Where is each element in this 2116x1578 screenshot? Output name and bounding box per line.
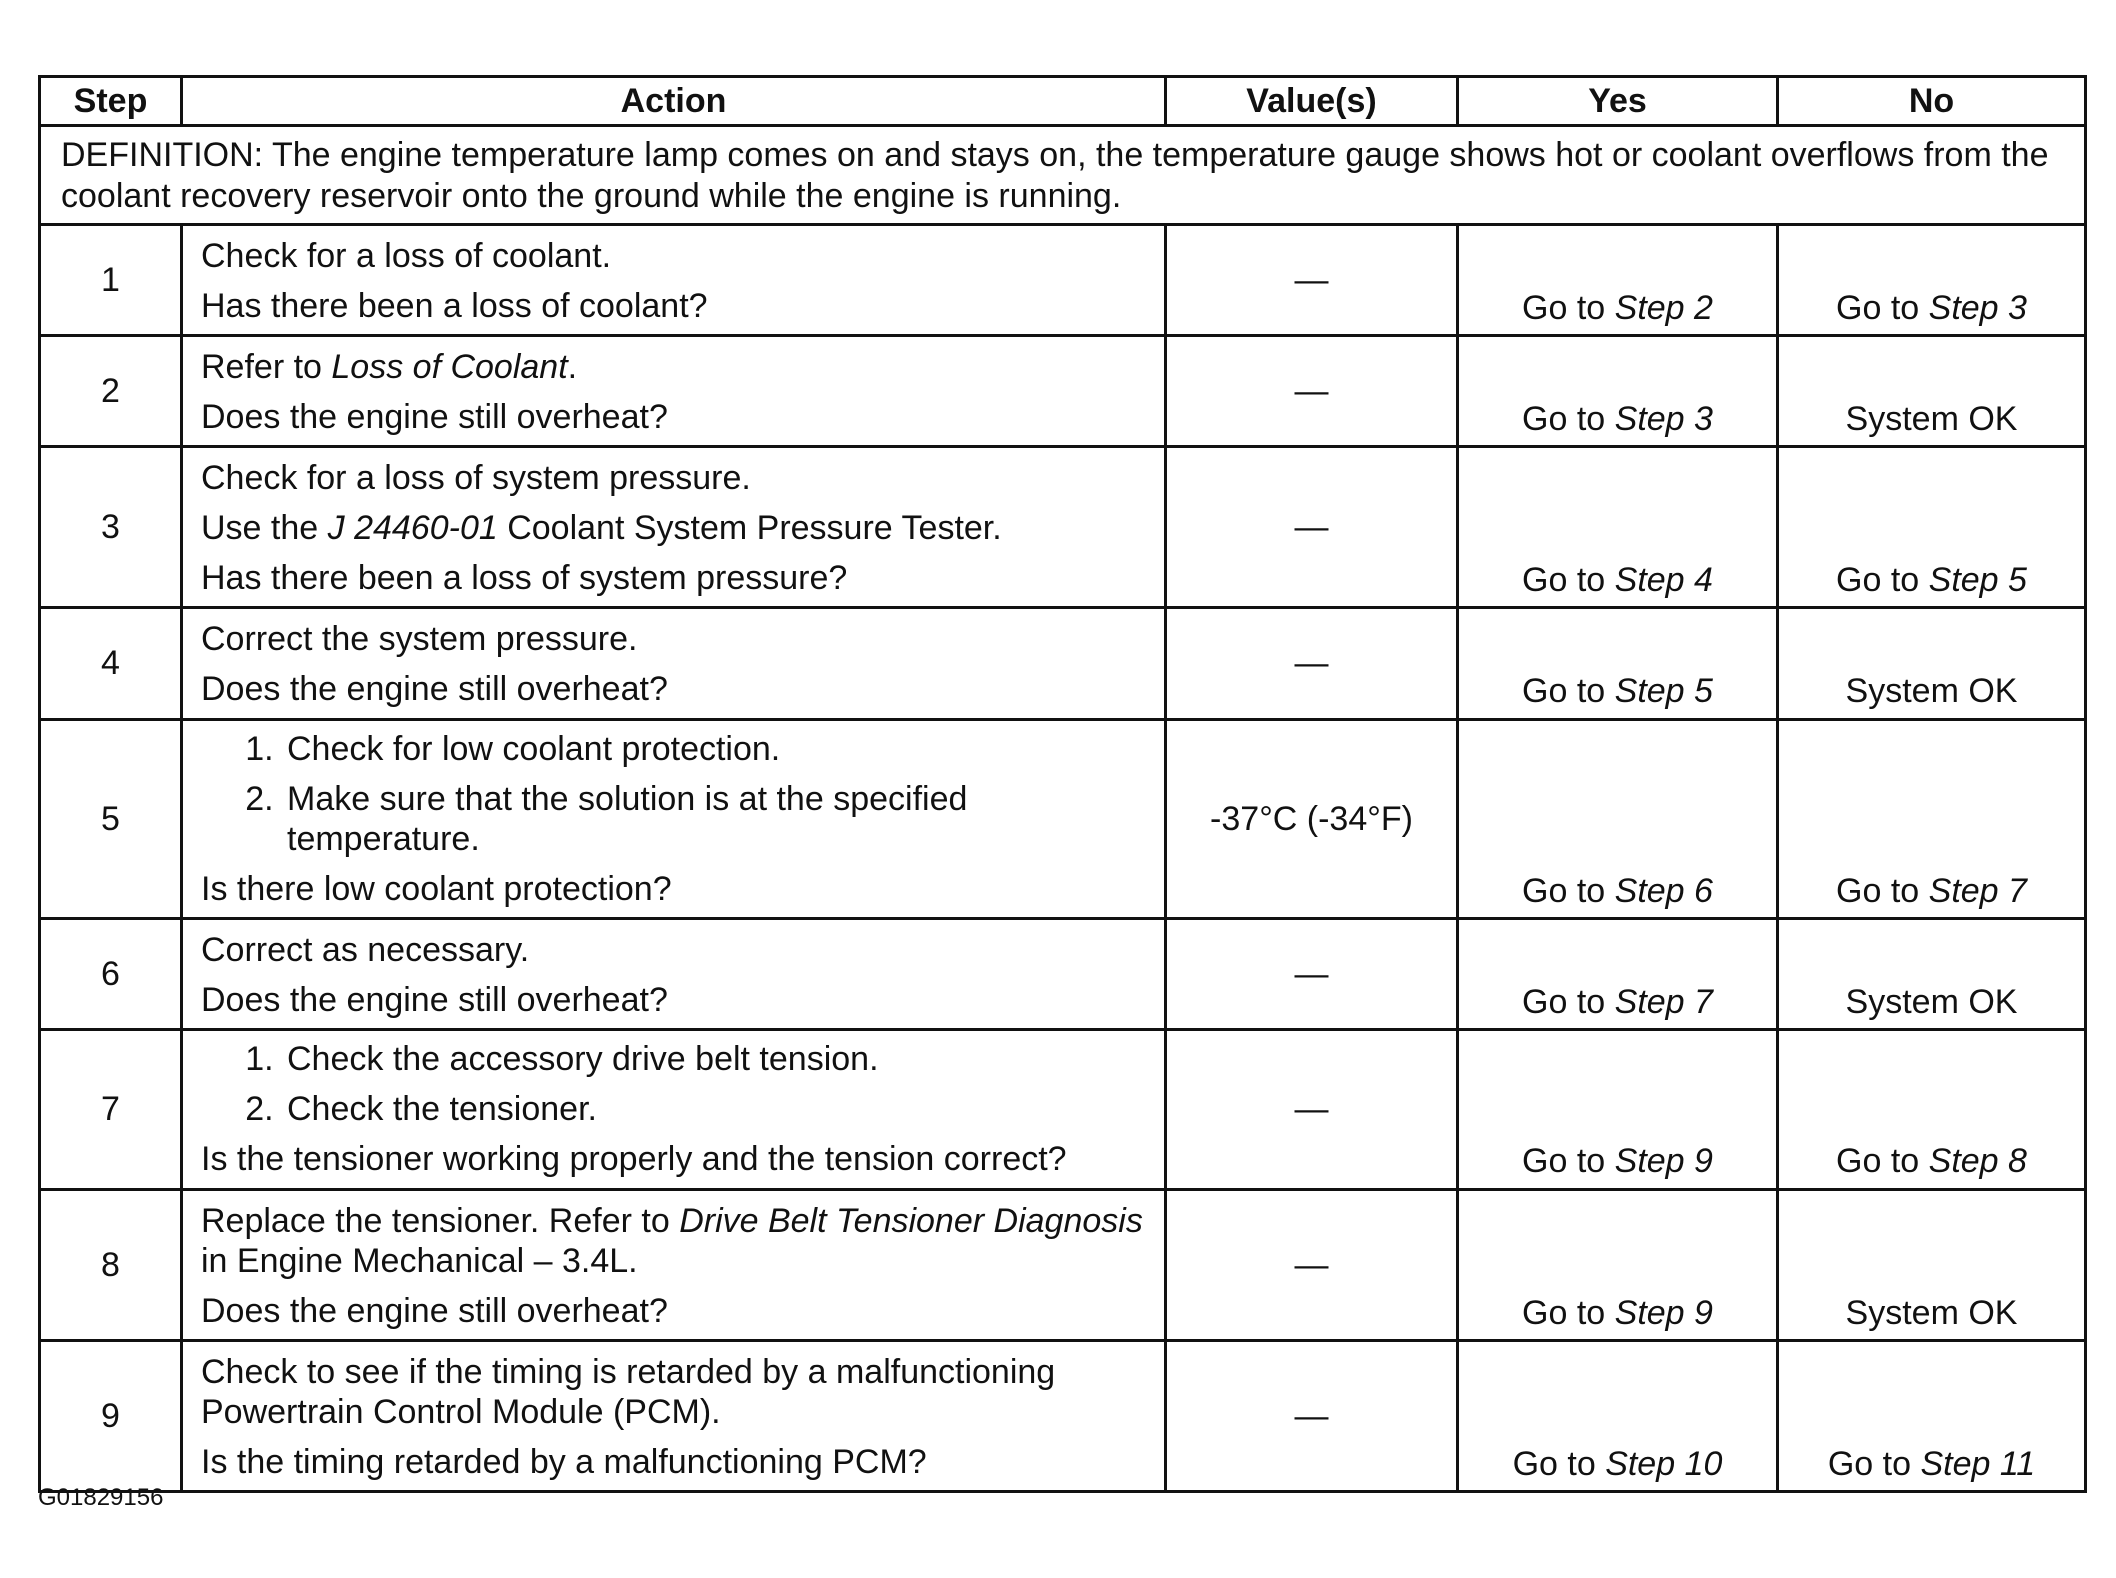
step-row [40, 1189, 2086, 1340]
diagnostic-table [38, 75, 2087, 1493]
value-cell: — [1166, 1340, 1458, 1491]
text-run: Go to [1522, 672, 1615, 711]
step-number: 7 [40, 1030, 182, 1189]
text-run: Go to [1522, 399, 1615, 438]
text-run: Go to [1522, 983, 1615, 1022]
header-yes: Yes [1458, 77, 1778, 126]
action-steps-list [201, 729, 1146, 859]
no-cell [1778, 1189, 2086, 1340]
italic-reference: Step 5 [1928, 561, 2027, 600]
definition-text: DEFINITION: The engine temperature lamp comes on and stays on, the temperature gauge shows hot or coolant overflows from the coolant recovery reservoir onto the ground while the engine is running. [40, 126, 2086, 225]
text-run: Go to [1836, 1142, 1929, 1181]
text-run: Replace the tensioner. Refer to [201, 1201, 680, 1240]
yes-cell [1458, 1030, 1778, 1189]
text-run: Does the engine still overheat? [201, 670, 668, 709]
no-cell [1778, 919, 2086, 1030]
action-line [201, 397, 1146, 437]
no-cell [1778, 1340, 2086, 1491]
header-step: Step [40, 77, 182, 126]
action-cell [182, 447, 1166, 608]
text-run: Go to [1512, 1445, 1606, 1484]
italic-reference: Step 3 [1928, 288, 2027, 327]
action-line [201, 1352, 1146, 1432]
value-cell: — [1166, 1030, 1458, 1189]
text-run: Go to [1522, 561, 1615, 600]
text-run: Check to see if the timing is retarded by a malfunctioning Powertrain Control Module (PCM). [201, 1352, 1056, 1431]
text-run: Coolant System Pressure Tester. [497, 509, 1002, 548]
text-run: in Engine Mechanical – 3.4L. [201, 1241, 638, 1280]
value-cell: — [1166, 335, 1458, 446]
text-run: Correct the system pressure. [201, 620, 638, 659]
text-run: Go to [1836, 288, 1929, 327]
action-line [201, 458, 1146, 498]
yes-cell [1458, 608, 1778, 719]
text-run: Refer to [201, 347, 332, 386]
header-action: Action [182, 77, 1166, 126]
no-cell [1778, 335, 2086, 446]
yes-cell [1458, 719, 1778, 918]
step-row [40, 335, 2086, 446]
no-cell [1778, 719, 2086, 918]
step-number: 6 [40, 919, 182, 1030]
yes-cell [1458, 1340, 1778, 1491]
text-run: Go to [1836, 871, 1929, 910]
step-row [40, 919, 2086, 1030]
yes-cell [1458, 224, 1778, 335]
italic-reference: Step 10 [1605, 1445, 1723, 1484]
action-line [201, 1201, 1146, 1281]
action-line [201, 347, 1146, 387]
no-cell [1778, 447, 2086, 608]
step-row [40, 224, 2086, 335]
header-row [40, 77, 2086, 126]
yes-cell [1458, 447, 1778, 608]
step-number: 5 [40, 719, 182, 918]
value-cell: — [1166, 608, 1458, 719]
action-cell [182, 224, 1166, 335]
step-number: 4 [40, 608, 182, 719]
no-cell [1778, 1030, 2086, 1189]
text-run: Has there been a loss of system pressure? [201, 559, 848, 598]
italic-reference: Step 11 [1920, 1445, 2036, 1484]
text-run: Does the engine still overheat? [201, 981, 668, 1020]
italic-reference: Step 3 [1614, 399, 1713, 438]
action-line [201, 1442, 1146, 1482]
italic-reference: J 24460-01 [327, 509, 498, 548]
step-number: 2 [40, 335, 182, 446]
value-cell: — [1166, 1189, 1458, 1340]
text-run: System OK [1845, 1293, 2018, 1332]
action-line [201, 236, 1146, 276]
yes-cell [1458, 1189, 1778, 1340]
no-cell [1778, 224, 2086, 335]
action-cell [182, 335, 1166, 446]
action-line [201, 669, 1146, 709]
text-run: Does the engine still overheat? [201, 1291, 668, 1330]
italic-reference: Step 6 [1614, 871, 1713, 910]
italic-reference: Loss of Coolant [331, 347, 568, 386]
step-number: 3 [40, 447, 182, 608]
figure-id: G01829156 [38, 1484, 164, 1511]
action-line [201, 1139, 1146, 1179]
value-cell: — [1166, 919, 1458, 1030]
text-run: Use the [201, 509, 328, 548]
action-cell [182, 608, 1166, 719]
step-row [40, 719, 2086, 918]
action-line [201, 930, 1146, 970]
header-no: No [1778, 77, 2086, 126]
action-line [201, 980, 1146, 1020]
text-run: Check for a loss of system pressure. [201, 459, 751, 498]
text-run: Go to [1836, 561, 1929, 600]
action-step-item: 2. Check the tensioner. [283, 1089, 1146, 1129]
text-run: Check for a loss of coolant. [201, 236, 612, 275]
text-run: Go to [1522, 1142, 1615, 1181]
text-run: Correct as necessary. [201, 931, 530, 970]
italic-reference: Step 7 [1928, 871, 2027, 910]
table-body [40, 126, 2086, 1492]
action-cell [182, 1340, 1166, 1491]
italic-reference: Step 7 [1614, 983, 1713, 1022]
text-run: Does the engine still overheat? [201, 397, 668, 436]
text-run: Go to [1522, 288, 1615, 327]
action-cell [182, 919, 1166, 1030]
action-line [201, 558, 1146, 598]
text-run: Go to [1522, 871, 1615, 910]
action-line [201, 508, 1146, 548]
action-cell [182, 1189, 1166, 1340]
step-number: 9 [40, 1340, 182, 1491]
italic-reference: Drive Belt Tensioner Diagnosis [679, 1201, 1143, 1240]
value-cell: — [1166, 224, 1458, 335]
value-cell: — [1166, 447, 1458, 608]
step-row [40, 447, 2086, 608]
yes-cell [1458, 335, 1778, 446]
text-run: Has there been a loss of coolant? [201, 286, 708, 325]
action-step-item: 1. Check the accessory drive belt tension. [283, 1039, 1146, 1079]
action-step-item: 2. Make sure that the solution is at the specified temperature. [283, 779, 1146, 859]
step-number: 8 [40, 1189, 182, 1340]
italic-reference: Step 8 [1928, 1142, 2027, 1181]
step-row [40, 608, 2086, 719]
text-run: . [567, 347, 578, 386]
action-line [201, 286, 1146, 326]
value-cell: -37°C (-34°F) [1166, 719, 1458, 918]
text-run: System OK [1845, 983, 2018, 1022]
step-row [40, 1340, 2086, 1491]
italic-reference: Step 2 [1614, 288, 1713, 327]
action-line [201, 869, 1146, 909]
text-run: Go to [1522, 1293, 1615, 1332]
text-run: Is there low coolant protection? [201, 869, 672, 908]
yes-cell [1458, 919, 1778, 1030]
header-values: Value(s) [1166, 77, 1458, 126]
italic-reference: Step 5 [1614, 672, 1713, 711]
no-cell [1778, 608, 2086, 719]
text-run: System OK [1845, 399, 2018, 438]
text-run: Is the timing retarded by a malfunctioning PCM? [201, 1443, 927, 1482]
action-line [201, 1291, 1146, 1331]
italic-reference: Step 9 [1614, 1142, 1713, 1181]
step-number: 1 [40, 224, 182, 335]
action-line [201, 619, 1146, 659]
text-run: Go to [1827, 1445, 1921, 1484]
italic-reference: Step 4 [1614, 561, 1713, 600]
step-row [40, 1030, 2086, 1189]
italic-reference: Step 9 [1614, 1293, 1713, 1332]
text-run: System OK [1845, 672, 2018, 711]
text-run: Is the tensioner working properly and the tension correct? [201, 1140, 1067, 1179]
definition-row [40, 126, 2086, 225]
action-cell [182, 1030, 1166, 1189]
action-cell [182, 719, 1166, 918]
action-steps-list [201, 1039, 1146, 1129]
action-step-item: 1. Check for low coolant protection. [283, 729, 1146, 769]
